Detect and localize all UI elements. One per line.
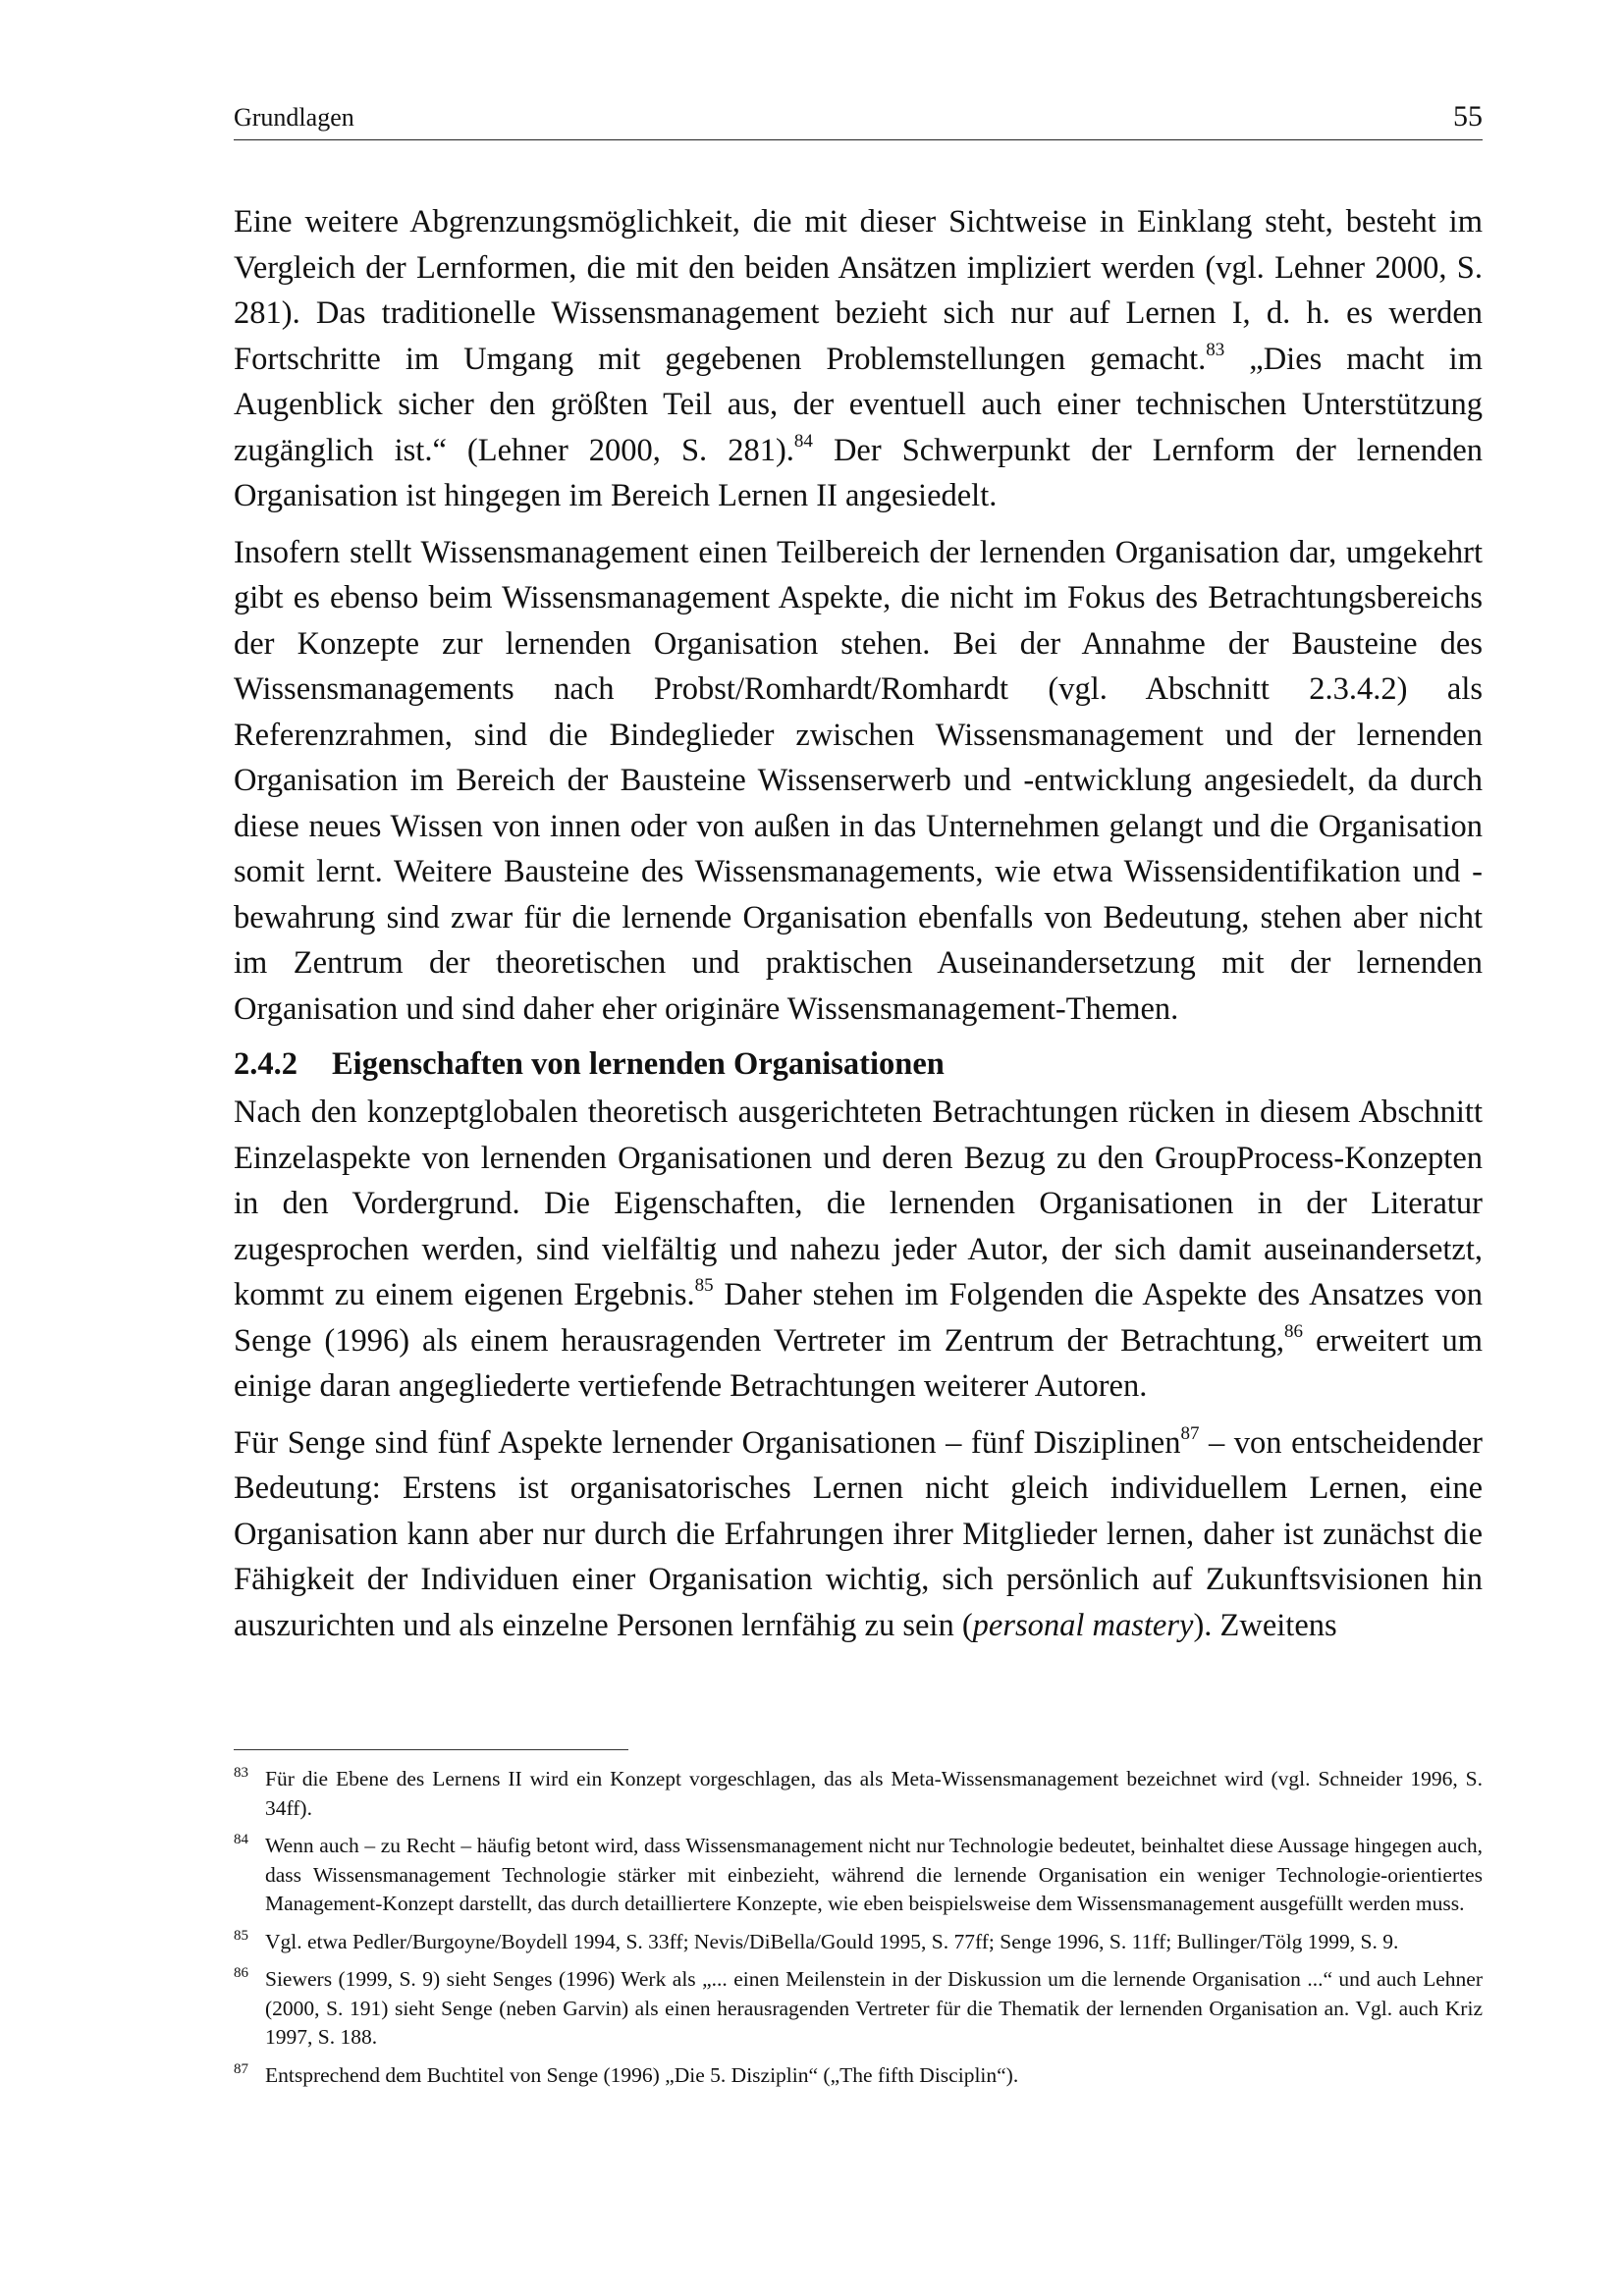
footnote-87: [234, 2061, 1483, 2091]
paragraph-3-text-c: erweitert um einige daran angegliederte vertiefende Betrachtungen weiterer Autoren.: [234, 1322, 1483, 1404]
section-number: 2.4.2: [234, 1046, 298, 1082]
paragraph-3-text-b: Daher stehen im Folgenden die Aspekte des Ansatzes von Senge (1996) als einem herausragenden Vertreter im Zentrum der Betrachtung,: [234, 1277, 1483, 1359]
paragraph-1: [234, 199, 1483, 519]
footnote-text: Für die Ebene des Lernens II wird ein Konzept vorgeschlagen, das als Meta-Wissensmanagement bezeichnet wird (vgl. Schneider 1996, S. 34ff).: [265, 1767, 1483, 1820]
footnote-ref-84: 84: [793, 430, 813, 452]
paragraph-4-text-c: ). Zweitens: [1193, 1607, 1337, 1643]
paragraph-3-text-a: Nach den konzeptglobalen theoretisch ausgerichteten Betrachtungen rücken in diesem Abschnitt Einzelaspekte von lernenden Organisationen und deren Bezug zu den GroupProcess-Konzepten in den Vordergrund. Die Eigenschaften, die lernenden Organisationen in der Literatur zugesprochen werden, sind vielfältig und nahezu jeder Autor, der sich damit auseinandersetzt, kommt zu einem eigenen Ergebnis.: [234, 1095, 1483, 1312]
footnote-84: [234, 1832, 1483, 1919]
body-text: [234, 199, 1483, 1659]
paragraph-1-text-c: Der Schwerpunkt der Lernform der lernenden Organisation ist hingegen im Bereich Lernen II angesiedelt.: [234, 432, 1483, 513]
footnote-83: [234, 1765, 1483, 1823]
footnote-text: Entsprechend dem Buchtitel von Senge (1996) „Die 5. Disziplin“ („The fifth Disciplin“).: [265, 2062, 1019, 2087]
footnote-text: Siewers (1999, S. 9) sieht Senges (1996) Werk als „... einen Meilenstein in der Diskussion um die lernende Organisation ...“ und auch Lehner (2000, S. 191) sieht Senge (neben Garvin) als einen herausragenden Vertreter für die Thematik der lernenden Organisation an. Vgl. auch Kriz 1997, S. 188.: [265, 1967, 1483, 2049]
paragraph-1-text-b: „Dies macht im Augenblick sicher den größten Teil aus, der eventuell auch einer technischen Unterstützung zugänglich ist.“ (Lehner 2000, S. 281).: [234, 341, 1483, 468]
footnote-86: [234, 1965, 1483, 2053]
footnote-85: [234, 1928, 1483, 1957]
paragraph-4: [234, 1420, 1483, 1649]
page-number: 55: [1453, 100, 1483, 133]
footnote-separator: [234, 1749, 628, 1750]
footnote-ref-87: 87: [1180, 1422, 1200, 1444]
footnote-number: 87: [234, 2060, 248, 2077]
footnote-text: Wenn auch – zu Recht – häufig betont wird, dass Wissensmanagement nicht nur Technologie bedeutet, beinhaltet diese Aussage hingegen auch, dass Wissensmanagement Technologie stärker mit einbezieht, während die lernende Organisation ein weniger Technologie-orientiertes Management-Konzept darstellt, das durch detailliertere Konzepte, wie eben beispielsweise dem Wissensmanagement ausgefüllt werden muss.: [265, 1834, 1483, 1915]
section-title: Eigenschaften von lernenden Organisationen: [332, 1046, 945, 1082]
footnote-text: Vgl. etwa Pedler/Burgoyne/Boydell 1994, S. 33ff; Nevis/DiBella/Gould 1995, S. 77ff; Senge 1996, S. 11ff; Bullinger/Tölg 1999, S. 9.: [265, 1929, 1399, 1953]
paragraph-4-italic-term: personal mastery: [972, 1607, 1194, 1643]
header-section-title: Grundlagen: [234, 103, 354, 132]
footnote-number: 85: [234, 1927, 248, 1944]
paragraph-1-text-a: Eine weitere Abgrenzungsmöglichkeit, die mit dieser Sichtweise in Einklang steht, besteht im Vergleich der Lernformen, die mit den beiden Ansätzen impliziert werden (vgl. Lehner 2000, S. 281). Das traditionelle Wissensmanagement bezieht sich nur auf Lernen I, d. h. es werden Fortschritte im Umgang mit gegebenen Problemstellungen gemacht.: [234, 204, 1483, 377]
paragraph-4-text-b: – von entscheidender Bedeutung: Erstens ist organisatorisches Lernen nicht gleich individuellem Lernen, eine Organisation kann aber nur durch die Erfahrungen ihrer Mitglieder lernen, daher ist zunächst die Fähigkeit der Individuen einer Organisation wichtig, sich persönlich auf Zukunftsvisionen hin auszurichten und als einzelne Personen lernfähig zu sein (: [234, 1424, 1484, 1643]
paragraph-3: [234, 1090, 1483, 1410]
footnote-number: 84: [234, 1832, 248, 1847]
footnote-ref-85: 85: [694, 1275, 714, 1297]
footnotes: [234, 1765, 1483, 2099]
running-header: [234, 98, 1483, 140]
footnote-number: 86: [234, 1965, 248, 1981]
footnote-number: 83: [234, 1765, 248, 1781]
footnote-ref-83: 83: [1206, 339, 1225, 360]
paragraph-4-text-a: Für Senge sind fünf Aspekte lernender Organisationen – fünf Disziplinen: [234, 1424, 1181, 1461]
section-heading: [234, 1042, 1483, 1086]
paragraph-2: Insofern stellt Wissensmanagement einen Teilbereich der lernenden Organisation dar, umgekehrt gibt es ebenso beim Wissensmanagement Aspekte, die nicht im Fokus des Betrachtungsbereichs der Konzepte zur lernenden Organisation stehen. Bei der Annahme der Bausteine des Wissensmanagements nach Probst/Romhardt/Romhardt (vgl. Abschnitt 2.3.4.2) als Referenzrahmen, sind die Bindeglieder zwischen Wissensmanagement und der lernenden Organisation im Bereich der Bausteine Wissenserwerb und -entwicklung angesiedelt, da durch diese neues Wissen von innen oder von außen in das Unternehmen gelangt und die Organisation somit lernt. Weitere Bausteine des Wissensmanagements, wie etwa Wissensidentifikation und -bewahrung sind zwar für die lernende Organisation ebenfalls von Bedeutung, stehen aber nicht im Zentrum der theoretischen und praktischen Auseinandersetzung mit der lernenden Organisation und sind daher eher originäre Wissensmanagement-Themen.: [234, 534, 1483, 1027]
footnote-ref-86: 86: [1284, 1320, 1304, 1342]
